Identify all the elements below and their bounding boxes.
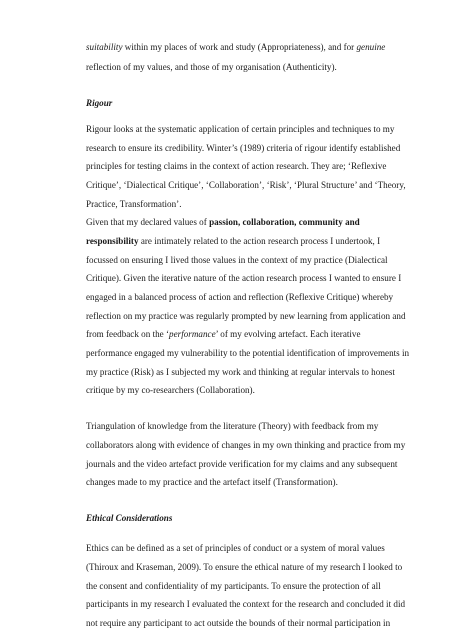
paragraph-line: (Thiroux and Kraseman, 2009). To ensure the ethical nature of my research I looked to: [86, 562, 403, 572]
paragraph-line: critique by my co-researchers (Collaboration).: [86, 385, 255, 395]
bold-values: passion, collaboration, community and: [209, 217, 360, 227]
paragraph-line: [86, 216, 360, 228]
paragraph-line: Critique’, ‘Dialectical Critique’, ‘Collaboration’, ‘Risk’, ‘Plural Structure’ and ‘Theory,: [86, 180, 406, 190]
paragraph-line: participants in my research I evaluated the context for the research and concluded it did: [86, 599, 406, 609]
text-run: Given that my declared values of: [86, 217, 210, 227]
text-run: ’ of my evolving artefact. Each iterative: [215, 329, 361, 339]
paragraph-line: Ethics can be defined as a set of principles of conduct or a system of moral values: [86, 543, 385, 553]
emphasis-suitability: suitability: [86, 42, 123, 52]
paragraph-line: [86, 328, 361, 340]
paragraph-line: principles for testing claims in the context of action research. They are; ‘Reflexive: [86, 161, 387, 171]
section-heading-ethical-considerations: Ethical Considerations: [86, 513, 173, 523]
paragraph-line: performance engaged my vulnerability to the potential identification of improvements in: [86, 348, 410, 358]
paragraph-line: reflection on my practice was regularly prompted by new learning from application and: [86, 311, 406, 321]
paragraph-line: not require any participant to act outside the bounds of their normal participation in: [86, 618, 391, 628]
paragraph-line: Rigour looks at the systematic application of certain principles and techniques to my: [86, 124, 395, 134]
paragraph-line: focussed on ensuring I lived those values in the context of my practice (Dialectical: [86, 255, 388, 265]
text-run: within my places of work and study (Appropriateness), and for: [122, 42, 357, 52]
section-heading-rigour: Rigour: [86, 98, 113, 108]
paragraph-line: [86, 235, 380, 247]
paragraph-line: research to ensure its credibility. Winter’s (1989) criteria of rigour identify established: [86, 143, 401, 153]
paragraph-line: Practice, Transformation’.: [86, 199, 182, 209]
emphasis-genuine: genuine: [356, 42, 386, 52]
paragraph-line: Critique). Given the iterative nature of the action research process I wanted to ensure I: [86, 273, 402, 283]
text-run: are intimately related to the action research process I undertook, I: [138, 236, 381, 246]
paragraph-line: engaged in a balanced process of action and reflection (Reflexive Critique) whereby: [86, 292, 394, 302]
paragraph-line: changes made to my practice and the artefact itself (Transformation).: [86, 477, 338, 487]
paragraph-line: journals and the video artefact provide verification for my claims and any subsequent: [86, 459, 398, 469]
paragraph-line: reflection of my values, and those of my organisation (Authenticity).: [86, 62, 337, 72]
paragraph-line: the consent and confidentiality of my participants. To ensure the protection of all: [86, 581, 381, 591]
paragraph-line: [86, 41, 385, 53]
bold-responsibility: responsibility: [86, 236, 139, 246]
paragraph-line: Triangulation of knowledge from the literature (Theory) with feedback from my: [86, 421, 379, 431]
emphasis-performance: performance: [169, 329, 216, 339]
text-run: from feedback on the ‘: [86, 329, 170, 339]
paragraph-line: my practice (Risk) as I subjected my work and thinking at regular intervals to honest: [86, 367, 395, 377]
paragraph-line: collaborators along with evidence of changes in my own thinking and practice from my: [86, 440, 406, 450]
